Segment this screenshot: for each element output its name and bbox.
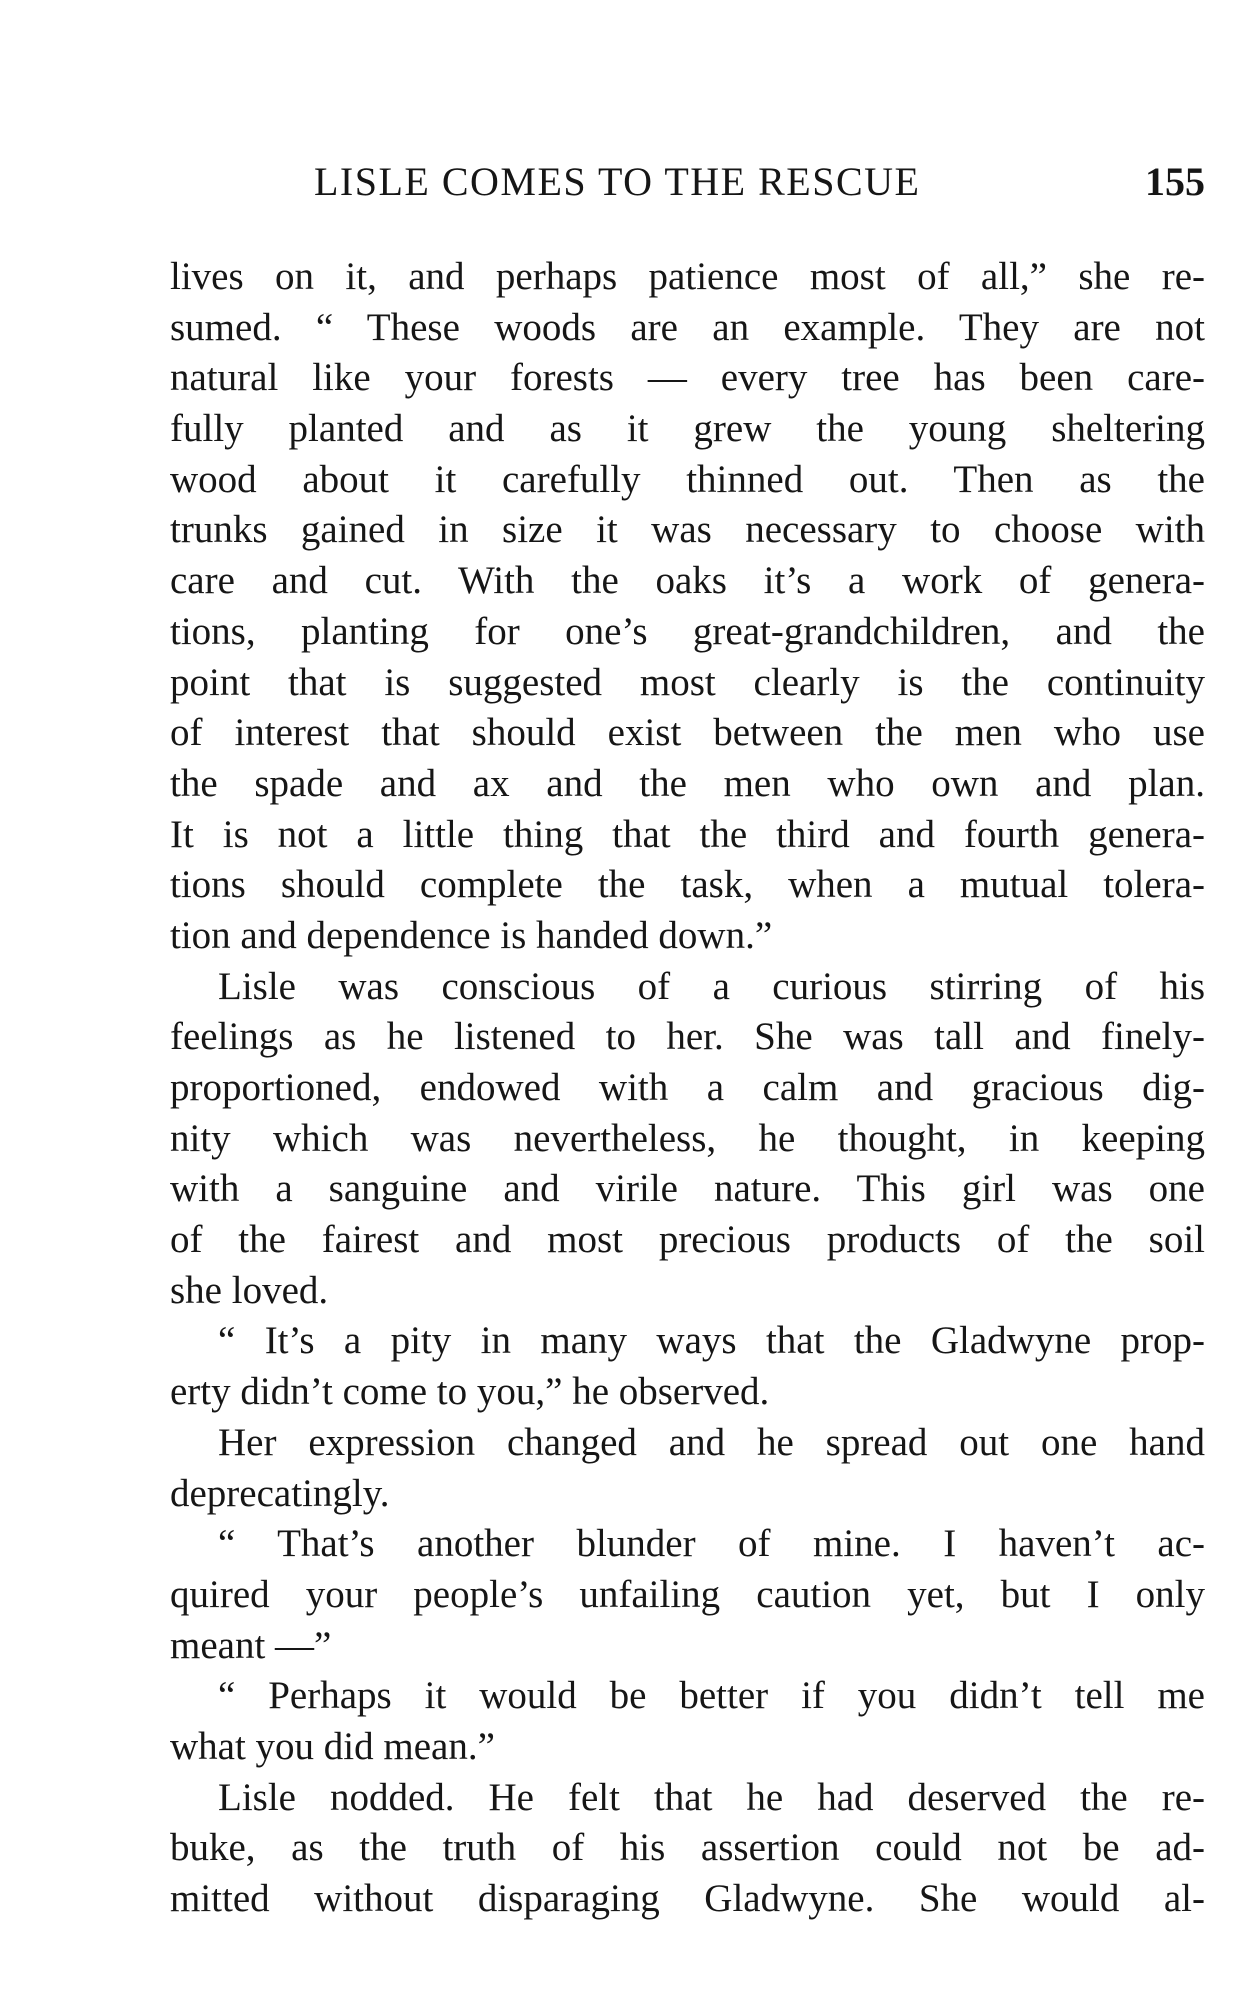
text-line: of interest that should exist between the men who use [170,711,1205,755]
text-line: It is not a little thing that the third and fourth genera- [170,812,1205,856]
text-line: Lisle nodded. He felt that he had deserved the re- [218,1775,1205,1819]
text-line: point that is suggested most clearly is the continuity [170,660,1205,704]
text-line: tions should complete the task, when a mutual tolera- [170,863,1205,907]
text-line: buke, as the truth of his assertion could not be ad- [170,1826,1205,1870]
text-line: wood about it carefully thinned out. Then as the [170,457,1205,501]
text-line: proportioned, endowed with a calm and gracious dig- [170,1066,1205,1109]
text-line: what you did mean.” [170,1724,495,1768]
text-line: Lisle was conscious of a curious stirring of his [218,964,1205,1008]
text-line: tions, planting for one’s great-grandchildren, and the [170,609,1205,653]
text-line: nity which was nevertheless, he thought, in keeping [170,1116,1205,1160]
page-number: 155 [1145,159,1205,204]
text-line: fully planted and as it grew the young sheltering [170,407,1205,451]
text-line: “ Perhaps it would be better if you didn’t tell me [218,1674,1205,1718]
text-line: lives on it, and perhaps patience most of all,” she re- [170,255,1205,298]
text-line: quired your people’s unfailing caution yet, but I only [170,1572,1205,1616]
text-line: trunks gained in size it was necessary to choose with [170,508,1205,552]
text-line: mitted without disparaging Gladwyne. She would al- [170,1877,1205,1920]
text-line: Her expression changed and he spread out one hand [218,1420,1205,1464]
text-line: natural like your forests — every tree has been care- [170,356,1205,400]
text-line: the spade and ax and the men who own and plan. [170,761,1205,805]
text-line: “ It’s a pity in many ways that the Gladwyne prop- [218,1319,1205,1363]
text-line: meant —” [170,1623,332,1667]
text-line: tion and dependence is handed down.” [170,913,773,957]
text-line: of the fairest and most precious products of the soil [170,1218,1205,1262]
running-title: LISLE COMES TO THE RESCUE [314,159,921,204]
text-line: erty didn’t come to you,” he observed. [170,1370,770,1414]
page-header [170,158,1205,208]
text-line: she loved. [170,1268,329,1312]
text-line: with a sanguine and virile nature. This girl was one [170,1167,1205,1211]
text-line: care and cut. With the oaks it’s a work of genera- [170,559,1205,603]
text-line: “ That’s another blunder of mine. I haven’t ac- [218,1522,1205,1566]
text-line: feelings as he listened to her. She was tall and finely- [170,1015,1205,1059]
body-text [170,252,1205,1925]
text-line: deprecatingly. [170,1471,390,1515]
text-line: sumed. “ These woods are an example. They are not [170,305,1205,349]
